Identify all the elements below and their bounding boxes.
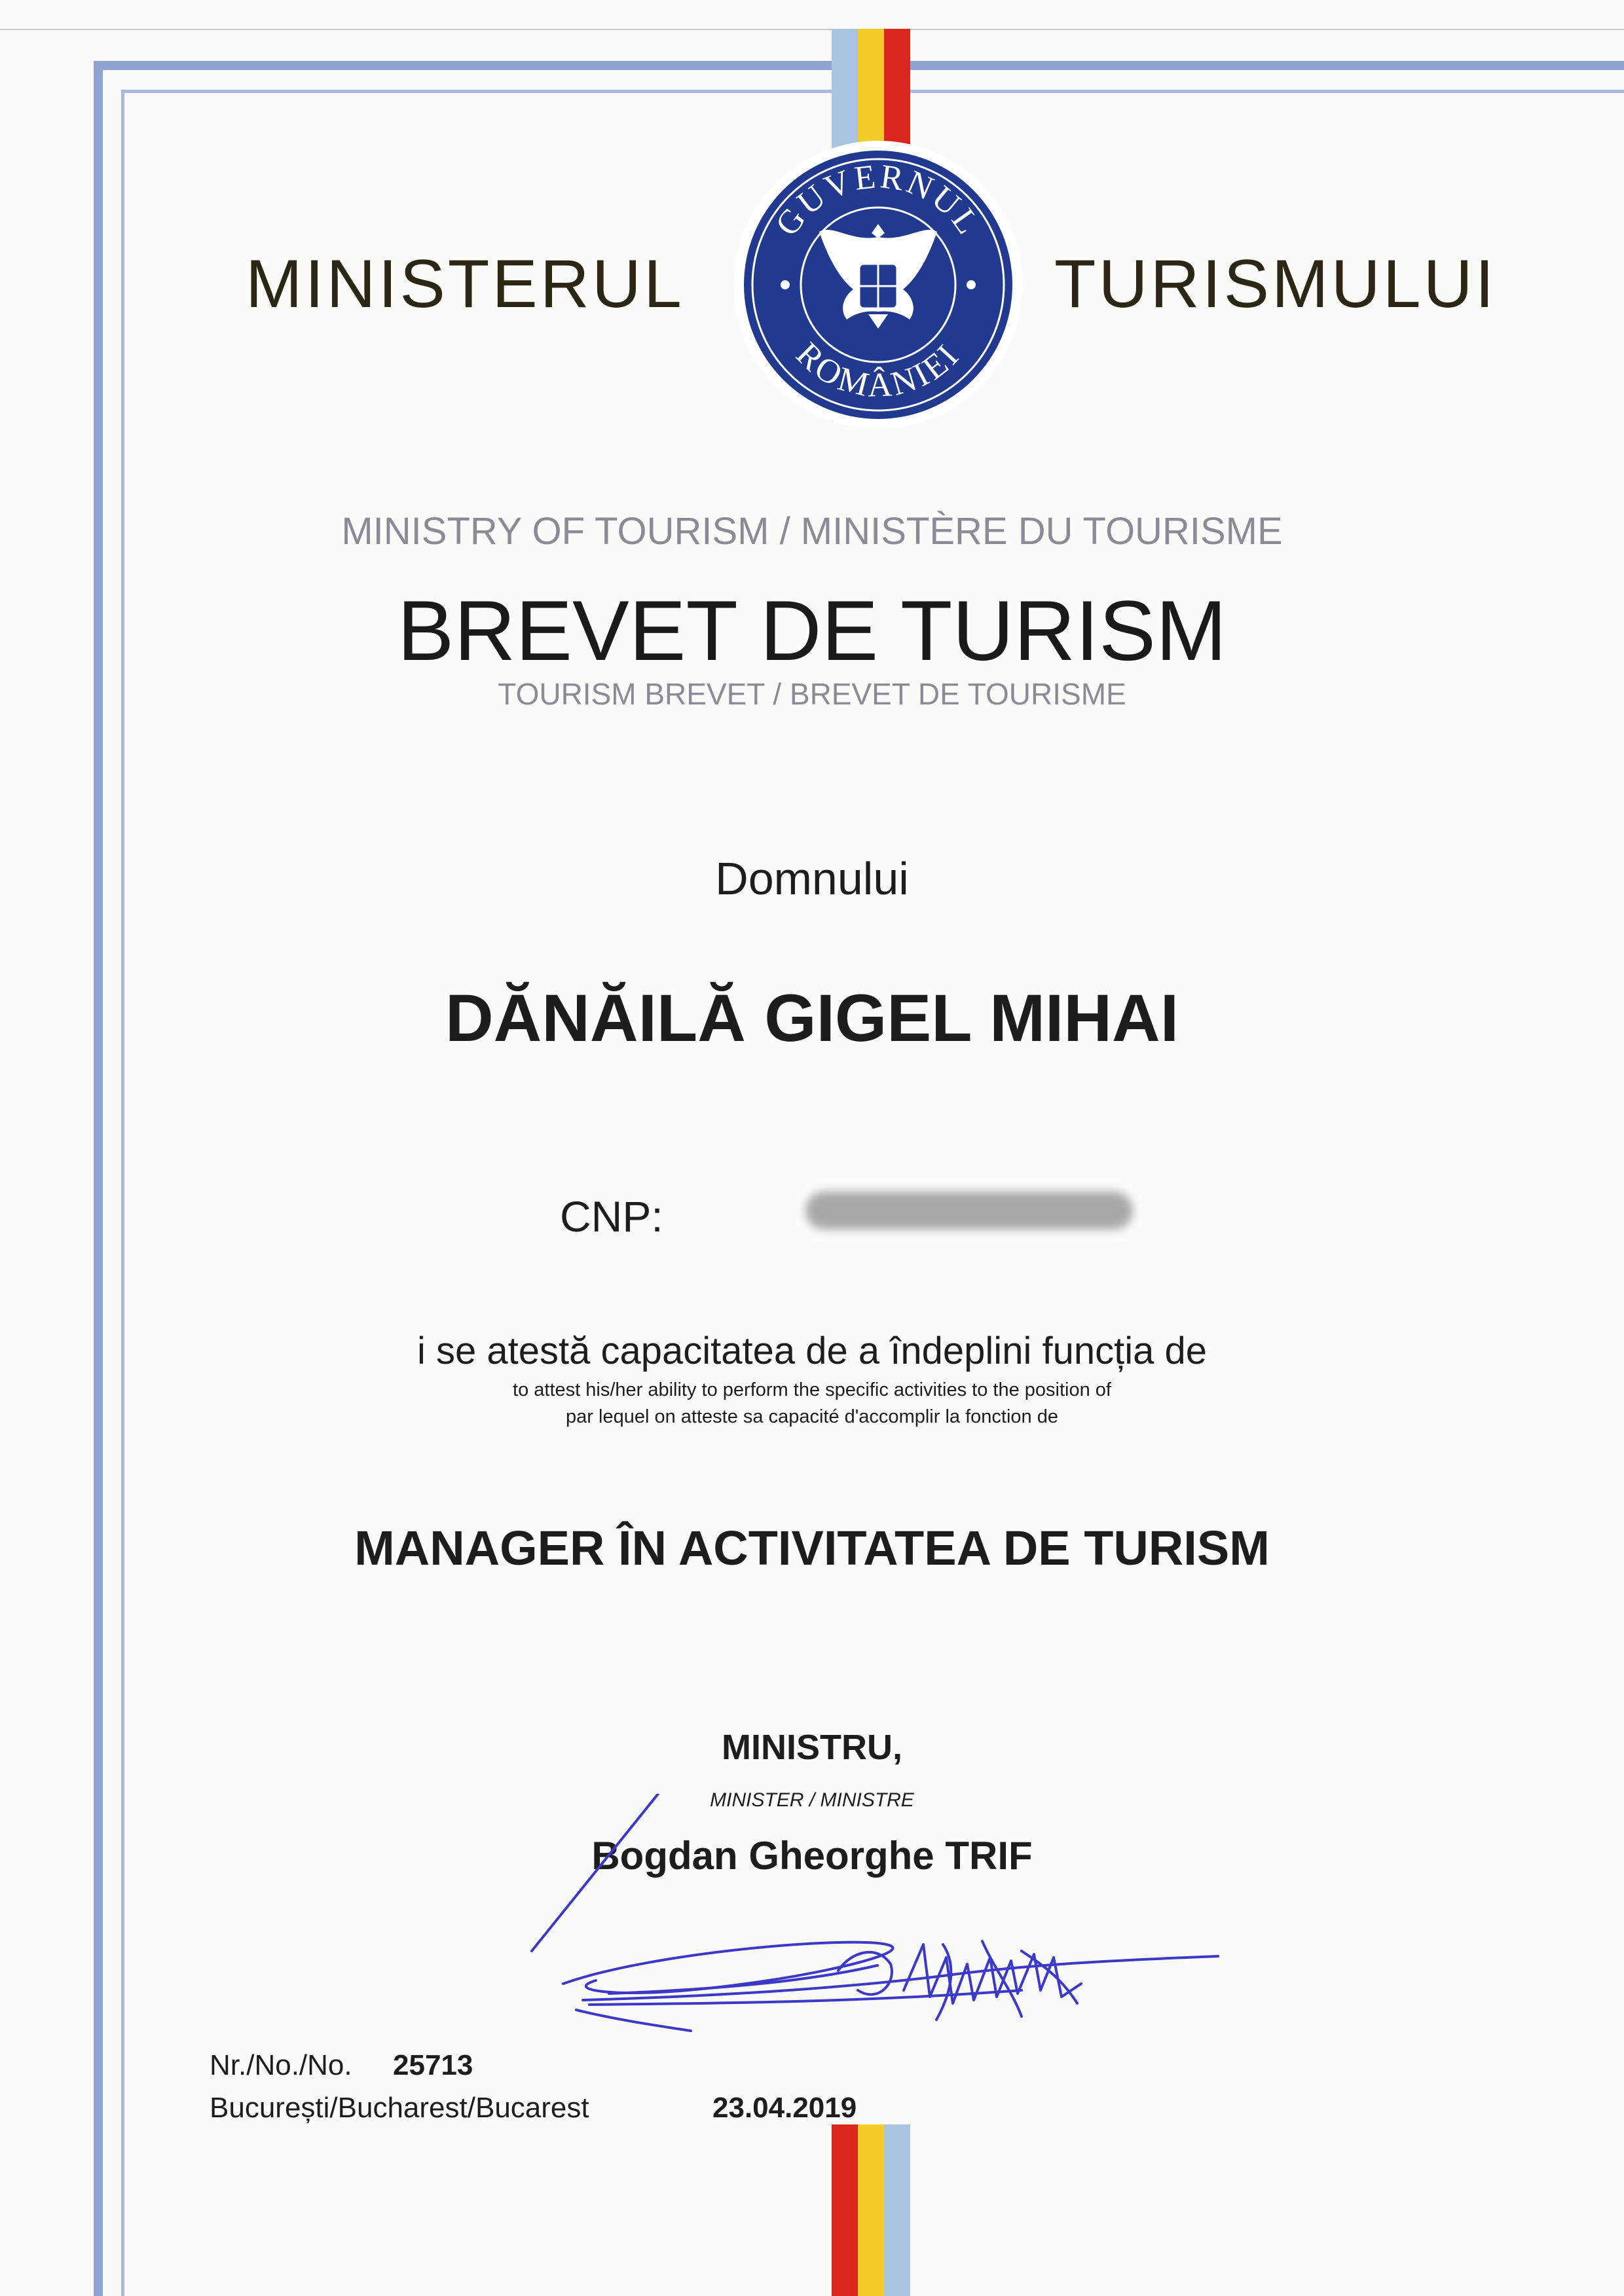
position-title: MANAGER ÎN ACTIVITATEA DE TURISM xyxy=(354,1521,1270,1575)
minister-signature xyxy=(524,1794,1244,2049)
header-turismului: TURISMULUI xyxy=(1054,246,1497,322)
issue-date: 23.04.2019 xyxy=(712,2092,857,2124)
minister-title: MINISTRU, xyxy=(722,1728,902,1767)
attest-text-fr: par lequel on atteste sa capacité d'accomplir la fonction de xyxy=(566,1406,1058,1427)
ministry-line: MINISTRY OF TOURISM / MINISTÈRE DU TOURISME xyxy=(341,510,1283,553)
paper-edge-line xyxy=(0,29,1624,30)
seal-top-text: GUVERNUL xyxy=(768,158,988,243)
cnp-label: CNP: xyxy=(560,1192,663,1241)
minister-name: Bogdan Gheorghe TRIF xyxy=(591,1834,1033,1878)
attest-text-en: to attest his/her ability to perform the specific activities to the position of xyxy=(513,1379,1111,1400)
holder-name: DĂNĂILĂ GIGEL MIHAI xyxy=(445,981,1179,1055)
cnp-redacted-value xyxy=(805,1192,1133,1230)
addressee-label: Domnului xyxy=(715,853,909,904)
document-title: BREVET DE TURISM xyxy=(397,583,1227,678)
government-seal xyxy=(732,139,1024,431)
seal-bottom-text: ROMÂNIEI xyxy=(788,335,968,405)
number-value: 25713 xyxy=(393,2049,473,2081)
issue-city: București/Bucharest/Bucarest xyxy=(210,2092,589,2124)
minister-subtitle: MINISTER / MINISTRE xyxy=(710,1789,914,1811)
header-ministerul: MINISTERUL xyxy=(246,246,684,322)
title-translation: TOURISM BREVET / BREVET DE TOURISME xyxy=(498,677,1126,711)
attest-text-ro: i se atestă capacitatea de a îndeplini funcția de xyxy=(417,1330,1207,1372)
tricolor-ribbon-bottom xyxy=(832,2124,910,2296)
number-label: Nr./No./No. xyxy=(210,2049,352,2081)
